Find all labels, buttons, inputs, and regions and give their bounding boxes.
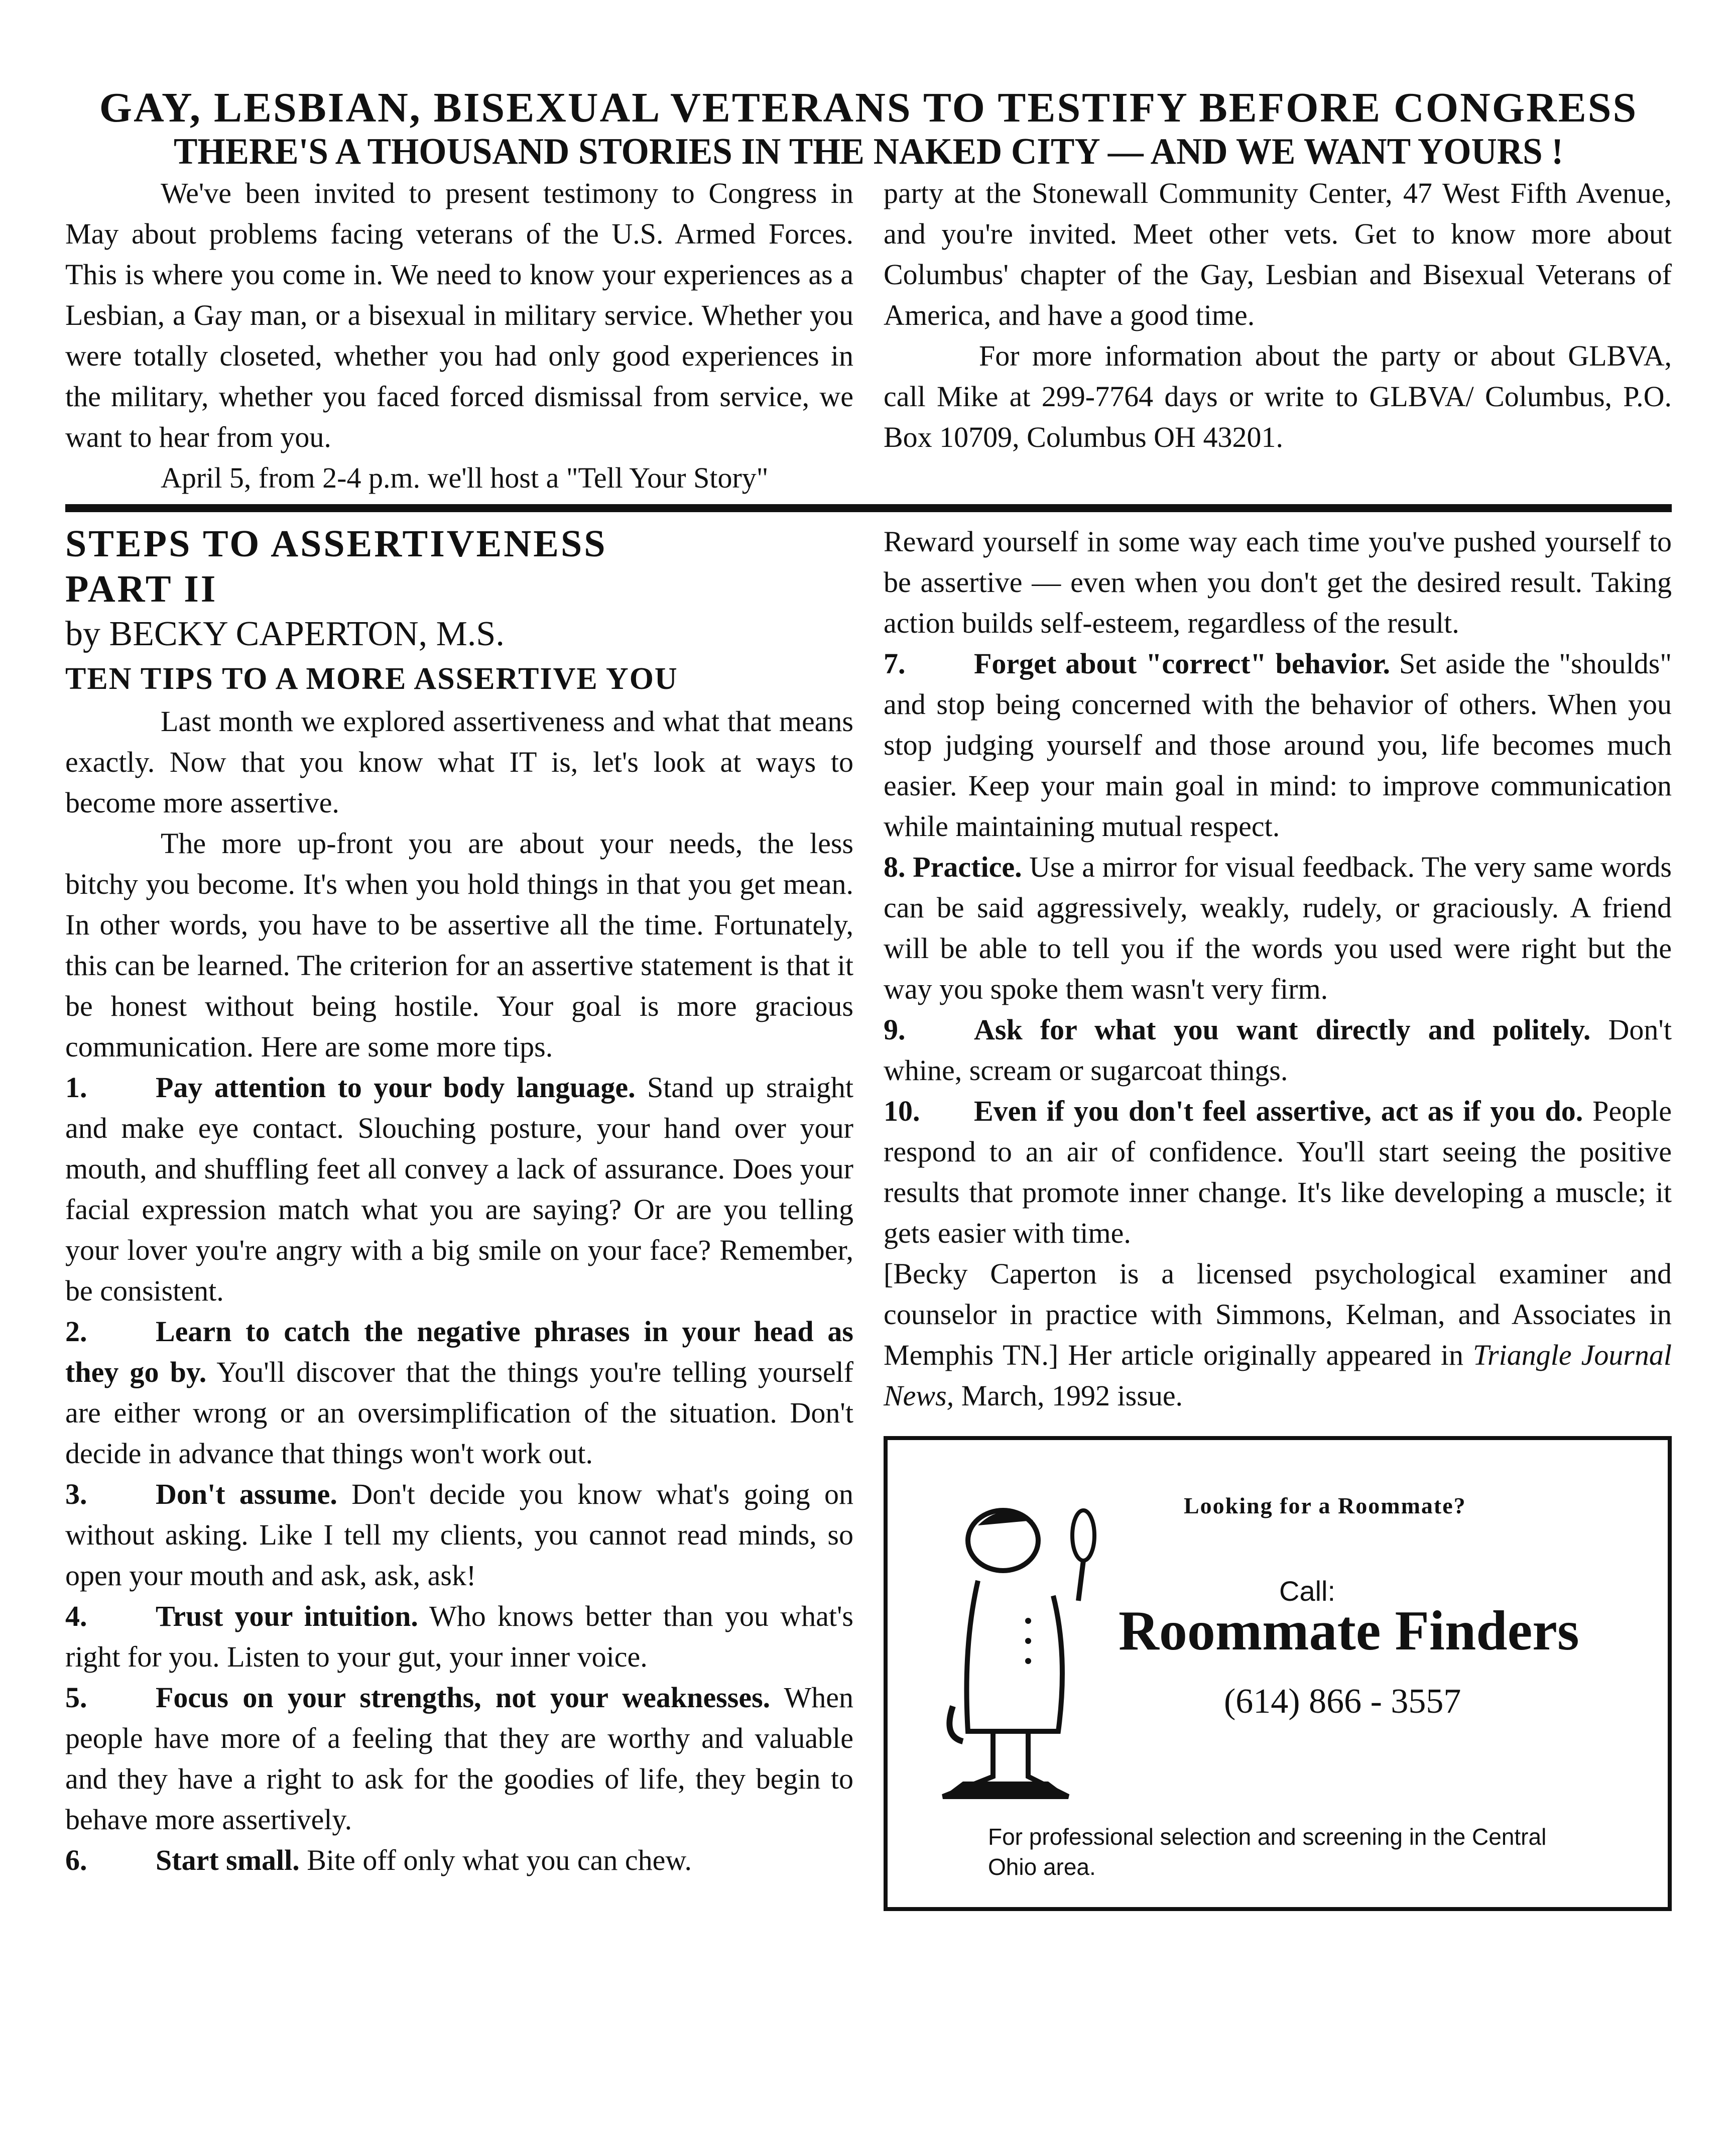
article2-section-head: TEN TIPS TO A MORE ASSERTIVE YOU [65,662,678,696]
paragraph: Reward yourself in some way each time you've pushed yourself to be assertive — even when you don't get the desired result. Taking action builds self-esteem, regardless of the result. [884,525,1672,639]
section-divider [65,504,1672,512]
article2-body [65,521,1672,1911]
newsletter-page [65,85,1672,1911]
article1-subhead: THERE'S A THOUSAND STORIES IN THE NAKED CITY — AND WE WANT YOURS ! [173,131,1564,172]
paragraph: We've been invited to present testimony to Congress in May about problems facing veterans of the U.S. Armed Forces. This is where you come in. We need to know your experiences as a Lesbian, a Gay man, or a bisexual in military service. Whether you were totally closeted, whether you had only good experiences in the military, whether you faced forced dismissal from service, we want to hear from you. [65,177,853,453]
paragraph: Last month we explored assertiveness and what that means exactly. Now that you know what IT is, let's look at ways to become more assertive. [65,705,853,819]
roommate-finders-ad [884,1436,1672,1911]
tip-item: 6. Start small. Bite off only what you can chew. [65,1844,692,1876]
article2-title-part: PART II [65,568,218,610]
tip-item: 7. Forget about "correct" behavior. Set aside the "shoulds" and stop being concerned with the behavior of others. When you stop judging yourself and those around you, life becomes much easier. Keep your main goal in mind: to improve communication while maintaining mutual respect. [884,647,1672,843]
tip-item: 4. Trust your intuition. Who knows better than you what's right for you. Listen to your gut, your inner voice. [65,1600,853,1673]
ad-call-label: Call: [1279,1575,1336,1607]
tip-item: 9. Ask for what you want directly and politely. Don't whine, scream or sugarcoat things. [884,1013,1672,1087]
ad-fine-print: For professional selection and screening in the Central Ohio area. [988,1824,1547,1880]
tip-item: 10. Even if you don't feel assertive, act as if you do. People respond to an air of confidence. You'll start seeing the positive results that promote inner change. It's like developing a muscle; it gets easier with time. [884,1095,1672,1249]
tip-item: 3. Don't assume. Don't decide you know what's going on without asking. Like I tell my clients, you cannot read minds, so open your mouth and ask, ask, ask! [65,1478,854,1592]
ad-phone-number: (614) 866 - 3557 [1224,1682,1461,1721]
tip-item: 5. Focus on your strengths, not your weaknesses. When people have more of a feeling that they are worthy and valuable and they have a right to ask for the goodies of life, they begin to behave more assertively. [65,1681,853,1836]
tip-item: 2. Learn to catch the negative phrases in your head as they go by. You'll discover that the things you're telling yourself are either wrong or an oversimplification of the situation. Don't decide in advance that things won't work out. [65,1315,853,1470]
article1-headline: GAY, LESBIAN, BISEXUAL VETERANS TO TESTIFY BEFORE CONGRESS [99,84,1638,131]
paragraph: The more up-front you are about your needs, the less bitchy you become. It's when you hold things in that you get mean. In other words, you have to be assertive all the time. Fortunately, this can be learned. The criterion for an assertive statement is that it be honest without being hostile. Your goal is more gracious communication. Here are some more tips. [65,827,853,1063]
detective-with-magnifying-glass-icon [933,1495,1113,1807]
article2-right-column [884,521,1672,1911]
article1-right-column [884,173,1672,498]
article2-byline: by BECKY CAPERTON, M.S. [65,615,505,653]
tip-item: 1. Pay attention to your body language. Stand up straight and make eye contact. Slouching posture, your hand over your mouth, and shuffling feet all convey a lack of assurance. Does your facial expression match what you are saying? Or are you telling your lover you're angry with a big smile on your face? Remember, be consistent. [65,1071,853,1307]
article1-left-column [65,173,853,498]
paragraph: party at the Stonewall Community Center, 47 West Fifth Avenue, and you're invited. Meet other vets. Get to know more about Columbus' chapter of the Gay, Lesbian and Bisexual Veterans of America, and have a good time. [884,177,1672,331]
article2-title: STEPS TO ASSERTIVENESS [65,523,607,565]
ad-question: Looking for a Roommate? [1184,1493,1466,1518]
article2-left-column [65,521,853,1911]
tip-item: 8. Practice. Use a mirror for visual feedback. The very same words can be said aggressively, weakly, rudely, or graciously. A friend will be able to tell you if the words you used were right but the way you spoke them wasn't very firm. [884,851,1672,1005]
ad-business-name: Roommate Finders [1119,1600,1579,1662]
author-bio: [Becky Caperton is a licensed psychological examiner and counselor in practice with Simmons, Kelman, and Associates in Memphis TN.] Her article originally appeared in Triangle Journal News, March, 1992 issue. [884,1257,1672,1412]
article1-body [65,173,1672,498]
paragraph: For more information about the party or about GLBVA, call Mike at 299-7764 days or write to GLBVA/ Columbus, P.O. Box 10709, Columbus OH 43201. [884,339,1672,453]
paragraph: April 5, from 2-4 p.m. we'll host a "Tell Your Story" [161,461,769,494]
